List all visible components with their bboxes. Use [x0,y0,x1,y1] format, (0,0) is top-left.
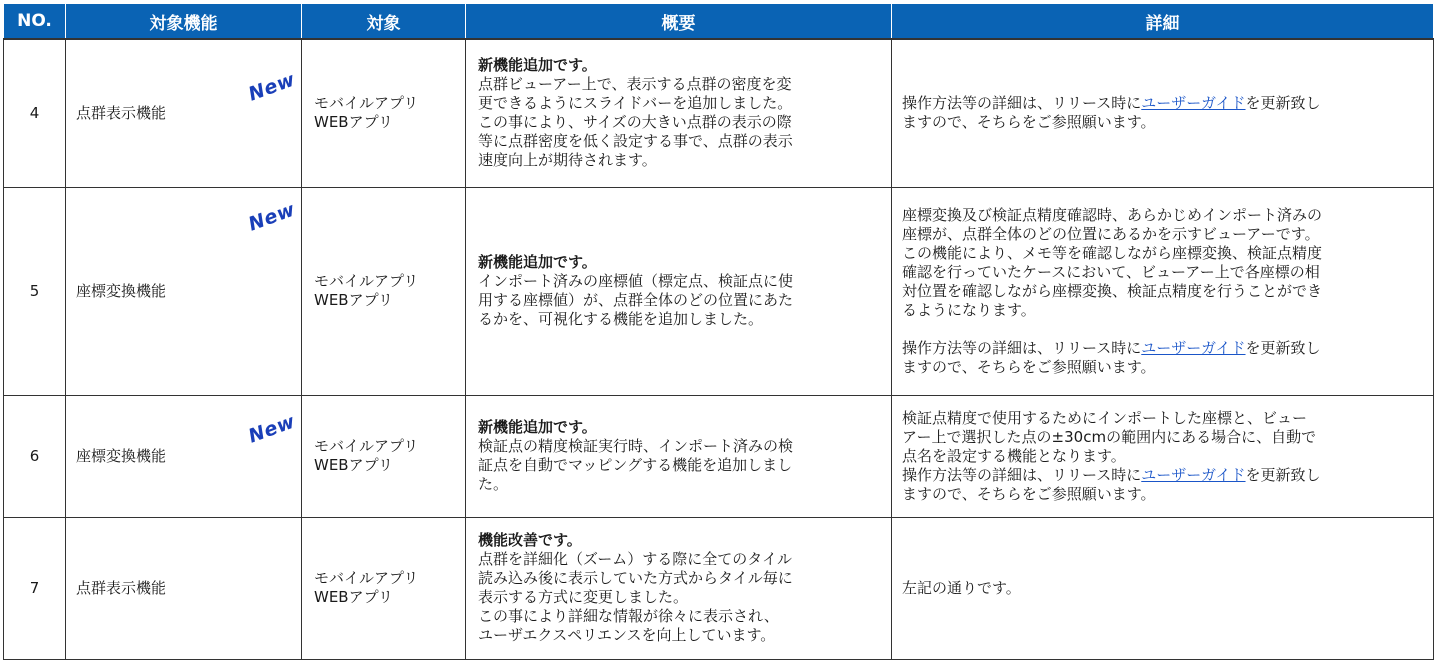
row-number: 4 [4,39,66,187]
detail-cell [892,395,1434,517]
detail-text-tail: を更新致し ますので、そちらをご参照願います。 [902,465,1321,503]
detail-cell [892,39,1434,187]
function-cell [66,395,302,517]
summary-text: インポート済みの座標値（標定点、検証点に使 用する座標値）が、点群全体のどの位置にあた るかを、可視化する機能を追加しました。 [478,272,794,328]
detail-text: 左記の通りです。 [902,578,1021,597]
detail-cell [892,187,1434,395]
function-name: 点群表示機能 [76,103,167,122]
detail-text: 操作方法等の詳細は、リリース時に [902,94,1142,113]
target-cell [302,187,466,395]
summary-cell [466,395,892,517]
function-cell [66,39,302,187]
summary-heading: 新機能追加です。 [478,418,597,436]
new-badge: New [245,410,298,448]
target-cell [302,395,466,517]
header-detail: 詳細 [892,4,1434,40]
header-target: 対象 [302,4,466,40]
user-guide-link[interactable]: ユーザーガイド [1141,94,1246,113]
new-badge: New [245,198,298,236]
row-number: 6 [4,395,66,517]
detail-intro: 検証点精度で使用するためにインポートした座標と、ビュー アー上で選択した点の±30cmの範囲内にある場合に、自動で 点名を設定する機能となります。 [902,408,1317,465]
header-target-function: 対象機能 [66,4,302,40]
summary-text: 検証点の精度検証実行時、インポート済みの検 証点を自動でマッピングする機能を追加しまし た。 [478,437,794,493]
header-no: NO. [4,4,66,40]
function-cell [66,517,302,659]
summary-cell [466,187,892,395]
summary-cell [466,517,892,659]
detail-intro: 座標変換及び検証点精度確認時、あらかじめインポート済みの 座標が、点群全体のどの位置にあるかを示すビューアーです。 この機能により、メモ等を確認しながら座標変換、検証点精度 確認を行っていたケースにおいて、ビューアー上で各座標の相 対位置を確認しながら座標変換、検証点精度を行うことができ るようになります。 [902,205,1323,319]
user-guide-link[interactable]: ユーザーガイド [1141,465,1246,484]
target-cell [302,517,466,659]
detail-text-tail: を更新致し ますので、そちらをご参照願います。 [902,94,1321,132]
detail-text: 操作方法等の詳細は、リリース時に [902,338,1142,357]
function-cell [66,187,302,395]
detail-text: 操作方法等の詳細は、リリース時に [902,465,1142,484]
row-number: 5 [4,187,66,395]
function-name: 座標変換機能 [76,446,167,465]
function-name: 点群表示機能 [76,578,167,597]
detail-cell [892,517,1434,659]
target-mobile-app: モバイルアプリ [314,569,419,587]
table-row [4,517,1434,659]
summary-heading: 機能改善です。 [478,531,582,549]
summary-text: 点群を詳細化（ズーム）する際に全てのタイル 読み込み後に表示していた方式からタイル毎に 表示する方式に変更しました。 この事により詳細な情報が徐々に表示され、 ユーザエクスペリエンスを向上しています。 [478,550,793,644]
row-number: 7 [4,517,66,659]
user-guide-link[interactable]: ユーザーガイド [1141,338,1246,357]
target-mobile-app: モバイルアプリ [314,272,419,290]
summary-heading: 新機能追加です。 [478,56,597,75]
new-badge: New [245,68,298,106]
table-row [4,39,1434,187]
table-row [4,187,1434,395]
target-web-app: WEBアプリ [314,113,393,132]
summary-text: 点群ビューアー上で、表示する点群の密度を変 更できるようにスライドバーを追加しました。 この事により、サイズの大きい点群の表示の際 等に点群密度を低く設定する事で、点群の表示 速度向上が期待されます。 [478,75,793,170]
target-web-app: WEBアプリ [314,588,393,606]
header-summary: 概要 [466,4,892,40]
target-mobile-app: モバイルアプリ [314,437,419,455]
summary-heading: 新機能追加です。 [478,253,597,271]
release-notes-table [3,3,1434,660]
detail-text-tail: を更新致し ますので、そちらをご参照願います。 [902,338,1321,376]
target-web-app: WEBアプリ [314,291,393,309]
function-name: 座標変換機能 [76,281,167,300]
target-cell [302,39,466,187]
target-web-app: WEBアプリ [314,456,393,474]
header-row [4,4,1434,40]
table-row [4,395,1434,517]
summary-cell [466,39,892,187]
target-mobile-app: モバイルアプリ [314,94,419,113]
